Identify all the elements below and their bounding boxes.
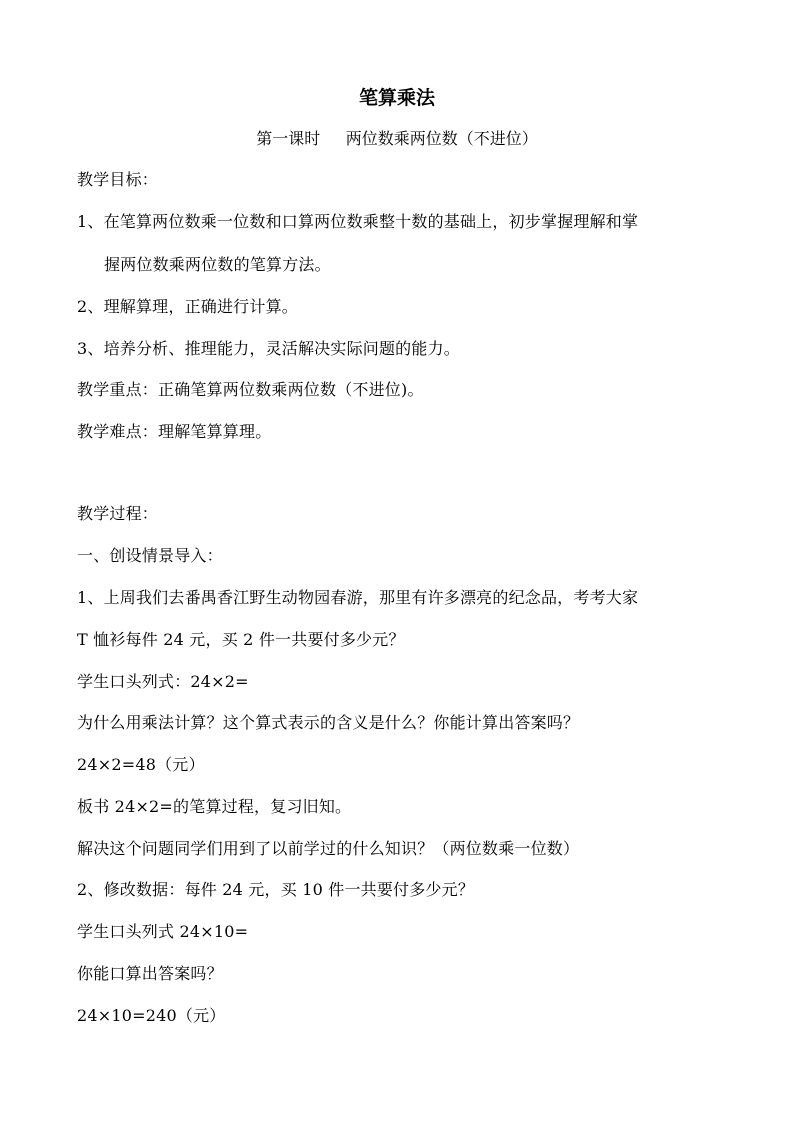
teaching-difficulty: 教学难点：理解笔算算理。 — [77, 422, 272, 441]
objective-1: 1、在笔算两位数乘一位数和口算两位数乘整十数的基础上，初步掌握理解和掌 — [77, 212, 639, 231]
paragraph-line: 学生口头列式 24×10= — [77, 922, 249, 941]
paragraph-line: 你能口算出答案吗？ — [77, 964, 223, 983]
paragraph-line: 24×2=48（元） — [77, 755, 205, 774]
objective-2: 2、理解算理，正确进行计算。 — [77, 297, 298, 316]
objective-3: 3、培养分析、推理能力，灵活解决实际问题的能力。 — [77, 339, 460, 358]
paragraph-line: T 恤衫每件 24 元，买 2 件一共要付多少元？ — [77, 630, 405, 649]
paragraph-line: 为什么用乘法计算？这个算式表示的含义是什么？你能计算出答案吗？ — [77, 713, 580, 732]
paragraph-line: 板书 24×2=的笔算过程，复习旧知。 — [77, 797, 352, 816]
paragraph-line: 2、修改数据：每件 24 元，买 10 件一共要付多少元？ — [77, 880, 475, 899]
section-heading-objectives: 教学目标： — [77, 170, 159, 189]
step-1-heading: 一、创设情景导入： — [77, 546, 223, 565]
teaching-key-point: 教学重点：正确笔算两位数乘两位数（不进位)。 — [77, 380, 424, 399]
document-subtitle: 第一课时 两位数乘两位数（不进位） — [256, 129, 538, 148]
document-title: 笔算乘法 — [358, 87, 435, 109]
paragraph-line: 1、上周我们去番禺香江野生动物园春游，那里有许多漂亮的纪念品，考考大家 — [77, 588, 639, 607]
objective-1-continued: 握两位数乘两位数的笔算方法。 — [104, 255, 331, 274]
paragraph-line: 解决这个问题同学们用到了以前学过的什么知识？（两位数乘一位数） — [77, 839, 580, 858]
section-heading-process: 教学过程： — [77, 504, 159, 523]
paragraph-line: 24×10=240（元） — [77, 1006, 226, 1025]
paragraph-line: 学生口头列式：24×2= — [77, 672, 249, 691]
